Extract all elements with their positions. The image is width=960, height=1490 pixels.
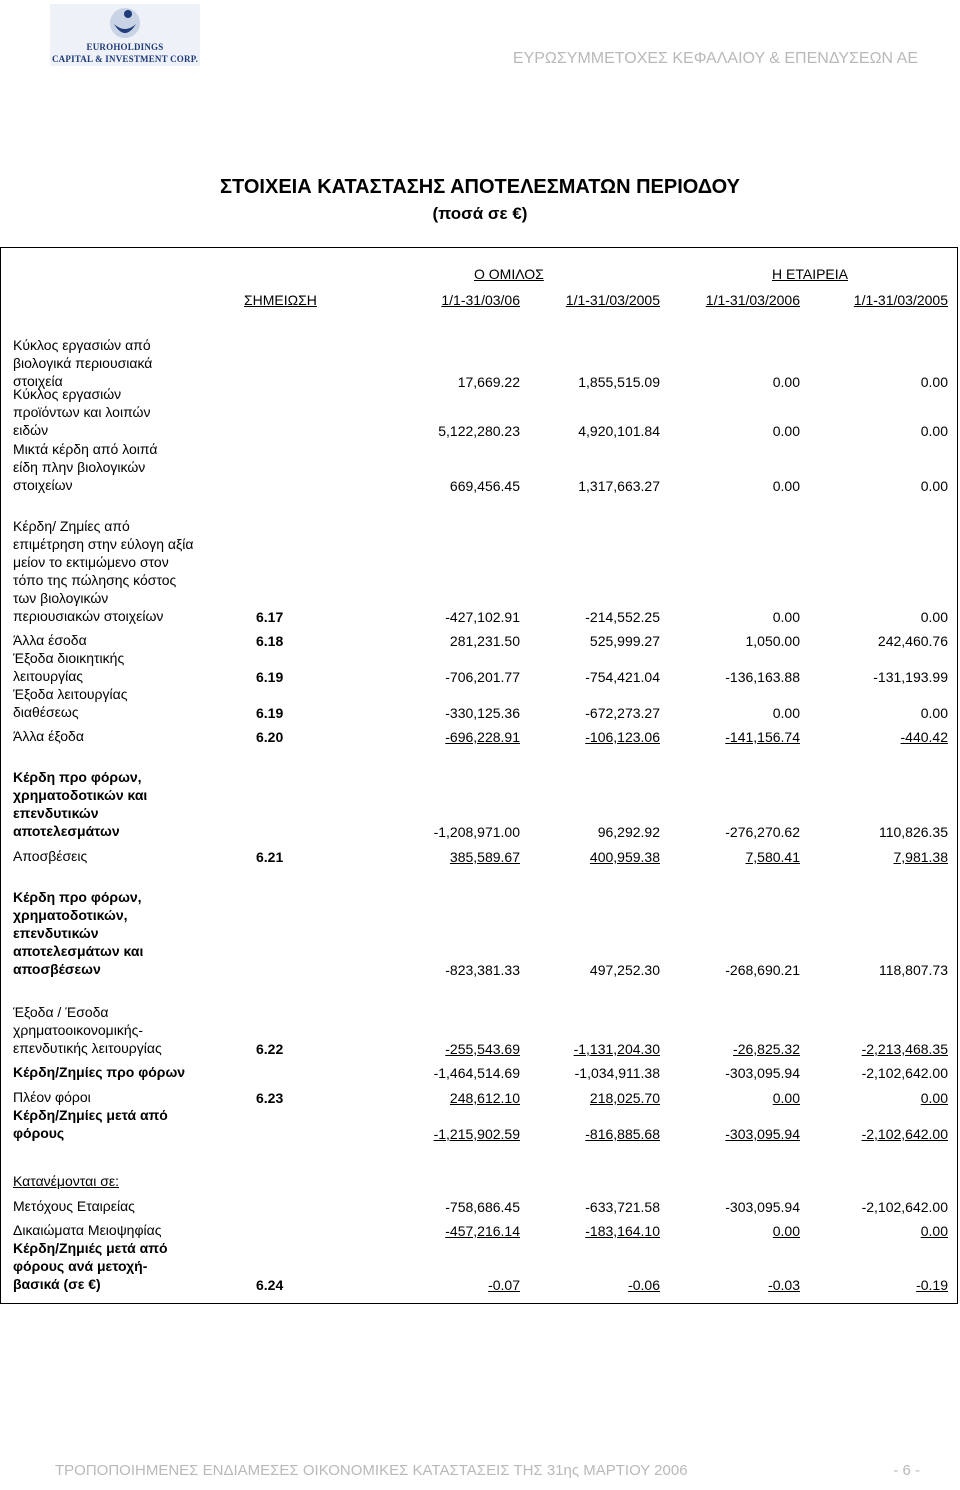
cell-value: -268,690.21 [725,962,800,978]
cell-value: -2,102,642.00 [861,1199,948,1215]
cell-value: -255,543.69 [445,1041,520,1057]
cell-value: -427,102.91 [445,609,520,625]
cell-value: -183,164.10 [585,1223,660,1239]
logo-subtext: CAPITAL & INVESTMENT CORP. [51,54,199,64]
row-label: Κέρδη προ φόρων, χρηματοδοτικών και επενδυτικών αποτελεσμάτων [13,769,148,839]
row-note: 6.24 [256,1277,284,1293]
cell-value: 0.00 [920,478,948,494]
cell-value: 400,959.38 [589,849,660,865]
row-label: Άλλα έξοδα [13,728,84,744]
cell-value: 0.00 [772,1090,800,1106]
row-label: Έξοδα διοικητικής λειτουργίας [13,650,125,684]
cell-value: 0.00 [772,423,800,439]
col-header-group-2005: 1/1-31/03/2005 [565,292,660,308]
cell-value: -1,208,971.00 [433,824,520,840]
cell-value: -0.07 [488,1277,520,1293]
row-label: Δικαιώματα Μειοψηφίας [13,1222,162,1238]
row-label: Έξοδα λειτουργίας διαθέσεως [13,686,128,720]
group-header-company: Η ΕΤΑΙΡΕΙΑ [772,266,848,282]
row-label: Άλλα έσοδα [13,632,87,648]
cell-value: -214,552.25 [585,609,660,625]
cell-value: -754,421.04 [585,669,660,685]
cell-value: 0.00 [772,478,800,494]
cell-value: -816,885.68 [585,1126,660,1142]
row-label: Πλέον φόροι [13,1089,91,1105]
col-header-group-2006: 1/1-31/03/06 [441,292,520,308]
cell-value: -440.42 [900,729,948,745]
cell-value: 7,981.38 [893,849,948,865]
cell-value: 0.00 [772,705,800,721]
cell-value: -136,163.88 [725,669,800,685]
footer-text: ΤΡΟΠΟΠΟΙΗΜΕΝΕΣ ΕΝΔΙΑΜΕΣΕΣ ΟΙΚΟΝΟΜΙΚΕΣ ΚΑΤΑΣΤΑΣΕΙΣ ΤΗΣ 31ης ΜΑΡΤΙΟΥ 2006 [55,1462,688,1479]
cell-value: 0.00 [772,609,800,625]
row-label: Κύκλος εργασιών προϊόντων και λοιπών ειδών [13,386,151,438]
row-label: Μικτά κέρδη από λοιπά είδη πλην βιολογικών στοιχείων [13,441,158,493]
row-label: Κέρδη/Ζημιές μετά από φόρους ανά μετοχή- βασικά (σε €) [13,1240,168,1292]
cell-value: 0.00 [920,705,948,721]
row-label: Κέρδη/Ζημίες προ φόρων [13,1064,186,1080]
row-label: Κέρδη/ Ζημίες από επιμέτρηση στην εύλογη αξία μείον το εκτιμώμενο στον τόπο της πώλησης κόστος των βιολογικών περιουσιακών στοιχείων [13,518,194,624]
row-note: 6.23 [256,1090,284,1106]
company-logo [50,4,200,66]
cell-value: -1,034,911.38 [574,1065,660,1081]
cell-value: -276,270.62 [725,824,800,840]
cell-value: 1,317,663.27 [578,478,660,494]
cell-value: 5,122,280.23 [438,423,520,439]
cell-value: -106,123.06 [585,729,660,745]
cell-value: -330,125.36 [445,705,520,721]
cell-value: 0.00 [920,609,948,625]
row-label: Κέρδη προ φόρων, χρηματοδοτικών, επενδυτικών αποτελεσμάτων και αποσβέσεων [13,889,144,977]
cell-value: 118,807.73 [878,962,948,978]
cell-value: 0.00 [920,423,948,439]
cell-value: 669,456.45 [449,478,520,494]
cell-value: -303,095.94 [725,1199,800,1215]
cell-value: -2,213,468.35 [861,1041,948,1057]
cell-value: -131,193.99 [873,669,948,685]
cell-value: -823,381.33 [445,962,520,978]
cell-value: -1,215,902.59 [433,1126,520,1142]
cell-value: -457,216.14 [445,1223,520,1239]
logo-emblem-icon [108,6,142,40]
cell-value: 0.00 [772,1223,800,1239]
cell-value: -2,102,642.00 [861,1126,948,1142]
row-label: Κύκλος εργασιών από βιολογικά περιουσιακά στοιχεία [13,337,153,389]
cell-value: 1,855,515.09 [578,374,660,390]
row-label: Αποσβέσεις [13,848,88,864]
cell-value: -706,201.77 [445,669,520,685]
cell-value: 0.00 [920,374,948,390]
col-header-company-2006: 1/1-31/03/2006 [705,292,800,308]
cell-value: 1,050.00 [745,633,800,649]
col-header-note: ΣΗΜΕΙΩΣΗ [244,292,317,308]
cell-value: 110,826.35 [878,824,948,840]
section-label: Κατανέμονται σε: [13,1173,119,1189]
col-header-company-2005: 1/1-31/03/2005 [853,292,948,308]
cell-value: -633,721.58 [585,1199,660,1215]
cell-value: -0.19 [916,1277,948,1293]
row-note: 6.20 [256,729,284,745]
row-label: Μετόχους Εταιρείας [13,1198,135,1214]
cell-value: -141,156.74 [725,729,800,745]
cell-value: 0.00 [772,374,800,390]
cell-value: 525,999.27 [589,633,660,649]
page-title: ΣΤΟΙΧΕΙΑ ΚΑΤΑΣΤΑΣΗΣ ΑΠΟΤΕΛΕΣΜΑΤΩΝ ΠΕΡΙΟΔΟΥ [220,176,740,198]
cell-value: -1,131,204.30 [573,1041,660,1057]
group-header-group: Ο ΟΜΙΛΟΣ [474,266,544,282]
cell-value: -26,825.32 [733,1041,800,1057]
row-note: 6.19 [256,705,284,721]
cell-value: -0.03 [768,1277,800,1293]
cell-value: 0.00 [920,1090,948,1106]
row-note: 6.18 [256,633,284,649]
cell-value: -672,273.27 [585,705,660,721]
cell-value: 497,252.30 [589,962,660,978]
row-note: 6.22 [256,1041,284,1057]
cell-value: -303,095.94 [725,1126,800,1142]
cell-value: 218,025.70 [589,1090,660,1106]
cell-value: 17,669.22 [457,374,520,390]
page-subtitle: (ποσά σε €) [432,204,528,223]
row-label: Έξοδα / Έσοδα χρηματοοικονομικής- επενδυτικής λειτουργίας [13,1004,162,1056]
cell-value: 4,920,101.84 [578,423,660,439]
cell-value: -696,228.91 [445,729,520,745]
cell-value: -2,102,642.00 [861,1065,948,1081]
cell-value: 385,589.67 [449,849,520,865]
cell-value: 242,460.76 [877,633,948,649]
page-number: - 6 - [893,1462,920,1479]
cell-value: 281,231.50 [449,633,520,649]
cell-value: -1,464,514.69 [433,1065,520,1081]
cell-value: 7,580.41 [745,849,800,865]
cell-value: -303,095.94 [725,1065,800,1081]
row-note: 6.17 [256,609,284,625]
cell-value: -758,686.45 [445,1199,520,1215]
company-name: ΕΥΡΩΣΥΜΜΕΤΟΧΕΣ ΚΕΦΑΛΑΙΟΥ & ΕΠΕΝΔΥΣΕΩΝ ΑΕ [512,50,918,67]
row-note: 6.19 [256,669,284,685]
row-label: Κέρδη/Ζημίες μετά από φόρους [13,1107,168,1141]
row-note: 6.21 [256,849,284,865]
cell-value: 96,292.92 [597,824,660,840]
logo-text: EUROHOLDINGS [86,42,164,52]
cell-value: 248,612.10 [449,1090,520,1106]
cell-value: -0.06 [628,1277,660,1293]
cell-value: 0.00 [920,1223,948,1239]
